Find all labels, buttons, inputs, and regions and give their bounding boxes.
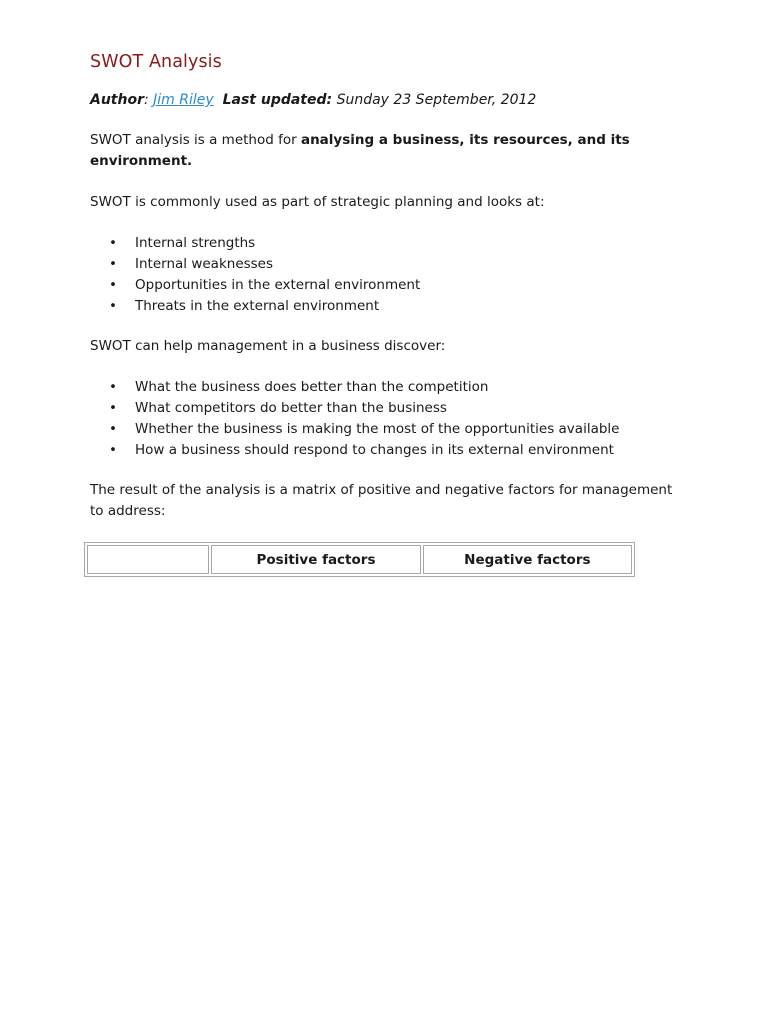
updated-label: Last updated: xyxy=(222,92,333,108)
page-title: SWOT Analysis xyxy=(90,52,222,72)
list-item xyxy=(109,233,768,254)
bullet-icon: • xyxy=(109,442,117,458)
list-item-text: What competitors do better than the business xyxy=(135,400,447,416)
bullet-icon: • xyxy=(109,277,117,293)
looks-at-list xyxy=(90,233,768,317)
bullet-icon: • xyxy=(109,298,117,314)
result-paragraph: The result of the analysis is a matrix of positive and negative factors for management to address: xyxy=(90,482,673,519)
updated-date: Sunday 23 September, 2012 xyxy=(336,92,537,108)
list-item-text: What the business does better than the competition xyxy=(135,379,489,395)
discover-paragraph: SWOT can help management in a business discover: xyxy=(90,338,446,354)
author-separator: : xyxy=(143,92,154,108)
list-item-text: Threats in the external environment xyxy=(135,298,380,314)
matrix-header-blank xyxy=(87,545,209,574)
matrix-header-negative: Negative factors xyxy=(423,545,632,574)
list-item xyxy=(109,419,768,440)
swot-matrix-table xyxy=(84,542,635,577)
matrix-header-positive: Positive factors xyxy=(211,545,420,574)
list-item-text: How a business should respond to changes in its external environment xyxy=(135,442,614,458)
bullet-icon: • xyxy=(109,256,117,272)
bullet-icon: • xyxy=(109,379,117,395)
intro-paragraph xyxy=(90,130,680,172)
list-item-text: Opportunities in the external environment xyxy=(135,277,421,293)
intro-lead: SWOT analysis is a method for xyxy=(90,132,301,148)
list-item-text: Internal weaknesses xyxy=(135,256,274,272)
bullet-icon: • xyxy=(109,235,117,251)
list-item xyxy=(109,377,768,398)
list-item-text: Internal strengths xyxy=(135,235,256,251)
bullet-icon: • xyxy=(109,421,117,437)
discover-list xyxy=(90,377,768,461)
list-item xyxy=(109,398,768,419)
author-label: Author xyxy=(90,92,144,108)
bullet-icon: • xyxy=(109,400,117,416)
list-item xyxy=(109,254,768,275)
list-item-text: Whether the business is making the most of the opportunities available xyxy=(135,421,620,437)
list-item xyxy=(109,440,768,461)
table-header-row xyxy=(87,545,632,574)
author-link[interactable]: Jim Riley xyxy=(153,92,214,108)
looks-at-paragraph: SWOT is commonly used as part of strategic planning and looks at: xyxy=(90,194,545,210)
list-item xyxy=(109,296,768,317)
byline xyxy=(90,92,768,108)
list-item xyxy=(109,275,768,296)
intro-bold: analysing a business, its resources, and its environment. xyxy=(90,132,630,169)
